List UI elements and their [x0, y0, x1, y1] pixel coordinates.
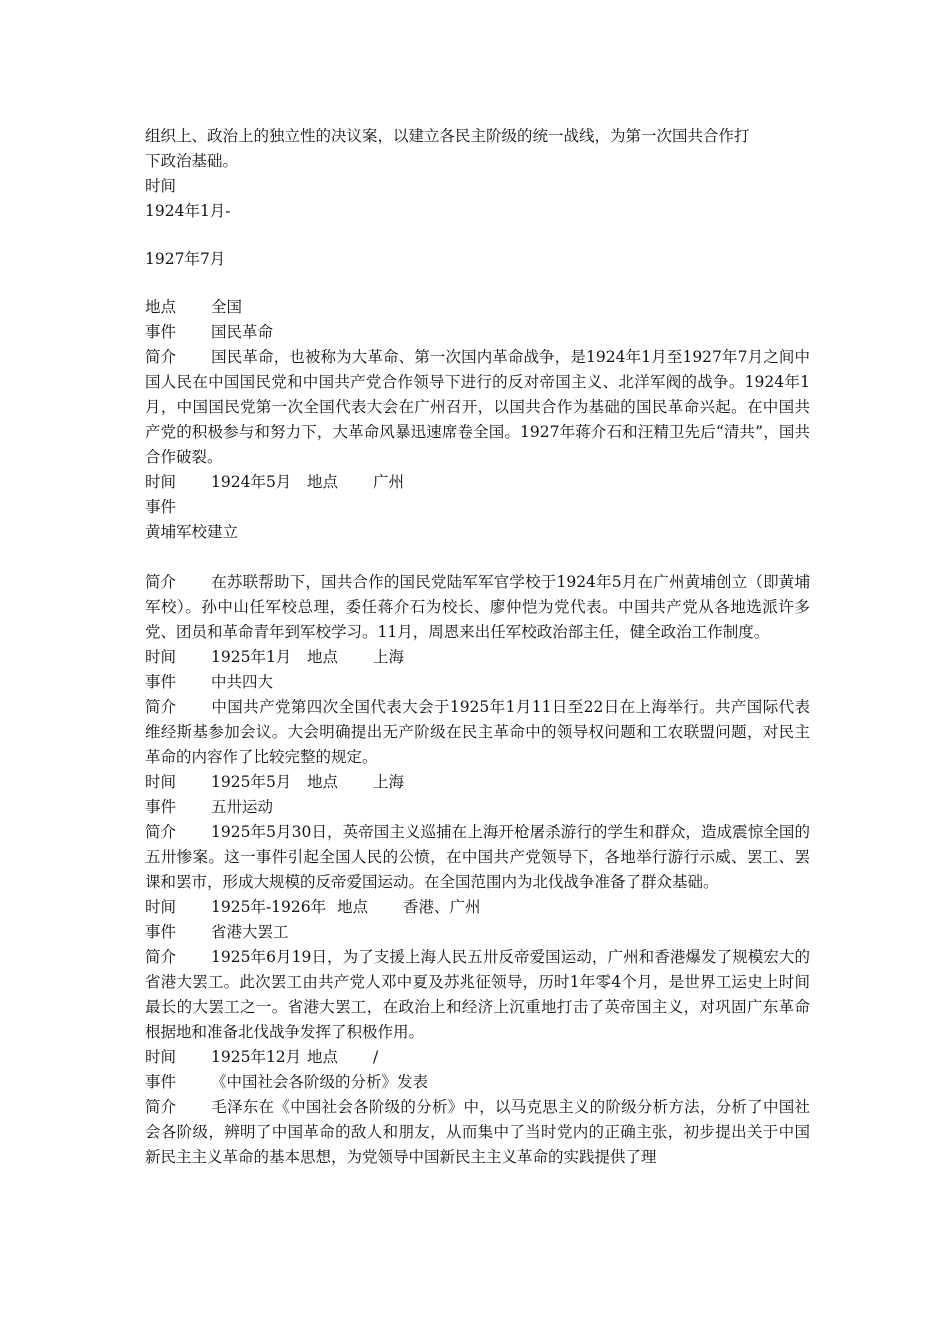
- time-start: 1924年1月-: [145, 202, 231, 220]
- event-row: [145, 320, 810, 345]
- time-place-row: [145, 1045, 810, 1070]
- intro-label: 简介: [145, 1098, 177, 1116]
- intro-row: [145, 695, 810, 770]
- place-label: 地点: [145, 298, 177, 316]
- time-value: 1925年-1926年: [211, 898, 327, 916]
- time-label: 时间: [145, 473, 177, 491]
- intro-row: [145, 570, 810, 645]
- time-label: 时间: [145, 1048, 177, 1066]
- time-label: 时间: [145, 177, 177, 195]
- event-row: [145, 1070, 810, 1095]
- place-value: 广州: [373, 473, 405, 491]
- intro-label: 简介: [145, 573, 177, 591]
- event-row: [145, 670, 810, 695]
- time-label: 时间: [145, 648, 177, 666]
- intro-label: 简介: [145, 823, 177, 841]
- event-value: 国民革命: [211, 323, 274, 341]
- intro-text: 毛泽东在《中国社会各阶级的分析》中，以马克思主义的阶级分析方法，分析了中国社会各阶级，辨明了中国革命的敌人和朋友，从而集中了当时党内的正确主张，初步提出关于中国新民主主义革命的基本思想，为党领导中国新民主主义革命的实践提供了理: [145, 1098, 810, 1166]
- intro-text: 中国共产党第四次全国代表大会于1925年1月11日至22日在上海举行。共产国际代表维经斯基参加会议。大会明确提出无产阶级在民主革命中的领导权问题和工农联盟问题，对民主革命的内容作了比较完整的规定。: [145, 698, 810, 766]
- place-value: /: [373, 1048, 379, 1066]
- event-value: 黄埔军校建立: [145, 523, 239, 541]
- intro-text: 在苏联帮助下，国共合作的国民党陆军军官学校于1924年5月在广州黄埔创立（即黄埔军校）。孙中山任军校总理，委任蒋介石为校长、廖仲恺为党代表。中国共产党从各地选派许多党、团员和革命青年到军校学习。11月，周恩来出任军校政治部主任，健全政治工作制度。: [145, 573, 810, 641]
- time-value: 1925年1月: [211, 648, 292, 666]
- blank-line: [145, 272, 810, 295]
- intro-label: 简介: [145, 948, 177, 966]
- intro-text: 国民革命，也被称为大革命、第一次国内革命战争，是1924年1月至1927年7月之间中国人民在中国国民党和中国共产党合作领导下进行的反对帝国主义、北洋军阀的战争。1924年1月，中国国民党第一次全国代表大会在广州召开，以国共合作为基础的国民革命兴起。在中国共产党的积极参与和努力下，大革命风暴迅速席卷全国。1927年蒋介石和汪精卫先后“清共”，国共合作破裂。: [145, 348, 810, 466]
- place-label: 地点: [307, 473, 339, 491]
- place-value: 全国: [211, 298, 243, 316]
- event-value: 省港大罢工: [211, 923, 289, 941]
- intro-row: [145, 1095, 810, 1170]
- intro-text: 1925年5月30日，英帝国主义巡捕在上海开枪屠杀游行的学生和群众，造成震惊全国的五卅惨案。这一事件引起全国人民的公愤，在中国共产党领导下，各地举行游行示威、罢工、罢课和罢市，形成大规模的反帝爱国运动。在全国范围内为北伐战争准备了群众基础。: [145, 823, 810, 891]
- intro-row: [145, 345, 810, 470]
- time-label: 时间: [145, 898, 177, 916]
- event-value: 五卅运动: [211, 798, 274, 816]
- event-row: [145, 920, 810, 945]
- time-place-row: [145, 470, 810, 495]
- place-value: 香港、广州: [403, 898, 481, 916]
- intro-line-2: 下政治基础。: [145, 152, 239, 170]
- event-label: 事件: [145, 923, 177, 941]
- place-label: 地点: [307, 648, 339, 666]
- place-label: 地点: [337, 898, 369, 916]
- event-label: 事件: [145, 1073, 177, 1091]
- blank-line: [145, 224, 810, 247]
- event-value: 《中国社会各阶级的分析》发表: [211, 1073, 429, 1091]
- document-page: [145, 124, 810, 1170]
- event-label: 事件: [145, 798, 177, 816]
- event-label: 事件: [145, 673, 177, 691]
- blank-line: [145, 545, 810, 570]
- time-value: 1925年12月: [211, 1048, 302, 1066]
- intro-text: 1925年6月19日，为了支援上海人民五卅反帝爱国运动，广州和香港爆发了规模宏大的省港大罢工。此次罢工由共产党人邓中夏及苏兆征领导，历时1年零4个月，是世界工运史上时间最长的大罢工之一。省港大罢工，在政治上和经济上沉重地打击了英帝国主义，对巩固广东革命根据地和准备北伐战争发挥了积极作用。: [145, 948, 810, 1041]
- time-place-row: [145, 895, 810, 920]
- time-end: 1927年7月: [145, 250, 226, 268]
- place-label: 地点: [307, 773, 339, 791]
- time-place-row: [145, 770, 810, 795]
- event-label: 事件: [145, 323, 177, 341]
- time-value: 1924年5月: [211, 473, 292, 491]
- event-value: 中共四大: [211, 673, 274, 691]
- intro-row: [145, 945, 810, 1045]
- place-row: [145, 295, 810, 320]
- place-value: 上海: [373, 773, 405, 791]
- event-row: [145, 795, 810, 820]
- intro-line-1: 组织上、政治上的独立性的决议案，以建立各民主阶级的统一战线，为第一次国共合作打: [145, 127, 750, 145]
- time-label: 时间: [145, 773, 177, 791]
- time-value: 1925年5月: [211, 773, 292, 791]
- intro-label: 简介: [145, 348, 177, 366]
- intro-label: 简介: [145, 698, 177, 716]
- event-label: 事件: [145, 498, 177, 516]
- intro-row: [145, 820, 810, 895]
- place-label: 地点: [307, 1048, 339, 1066]
- time-place-row: [145, 645, 810, 670]
- place-value: 上海: [373, 648, 405, 666]
